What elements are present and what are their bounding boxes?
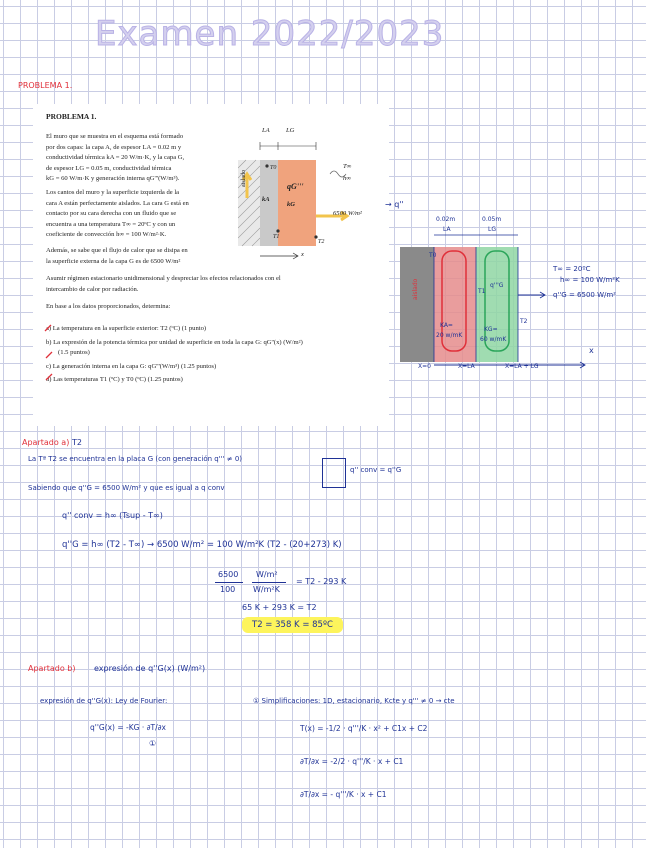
doc-items	[46, 324, 386, 386]
check-marks	[43, 322, 63, 390]
doc-item-b: b) La expresión de la potencia térmica por unidad de superficie en toda la capa G: qG''(x) (W/m²)	[46, 338, 303, 346]
doc-line: Asumir régimen estacionario unidimensional y despreciar los efectos relacionados con el	[46, 275, 281, 282]
fig-label-t1: T1	[273, 234, 280, 240]
hand-sketch	[395, 225, 605, 375]
note-line-8: expresión de q''G(x): Ley de Fourier:	[40, 697, 168, 705]
sketch-kg-val: 60 w/mK	[480, 336, 507, 343]
fig-annotation-q: → q''	[385, 200, 404, 209]
sketch-qg: q'''G	[490, 282, 504, 289]
sketch-x1: X=LA	[458, 363, 475, 370]
fig-label-flux: 6500 W/m²	[333, 210, 362, 217]
fig-label-la: LA	[262, 127, 270, 134]
doc-paragraph-3	[46, 246, 251, 267]
sketch-top-1b: LA	[443, 226, 451, 233]
doc-paragraph-4	[46, 274, 386, 295]
fig-label-qg: qG'''	[287, 182, 304, 191]
fourier-ref: ①	[149, 739, 157, 748]
fig-label-aislado: aislado	[241, 170, 247, 187]
frac-bar-a	[215, 582, 243, 583]
note-line-4: q''G = h∞ (T2 - T∞) → 6500 W/m² = 100 W/m²K (T2 - (20+273) K)	[62, 540, 342, 550]
page-title: Examen 2022/2023	[95, 14, 445, 54]
doc-line: Además, se sabe que el flujo de calor que se disipa en	[46, 247, 188, 254]
fig-label-hinf: h∞	[343, 175, 351, 182]
doc-line: por dos capas: la capa A, de espesor LA = 0.02 m y	[46, 143, 182, 151]
doc-item-b-points: (1.5 puntos)	[58, 349, 90, 356]
frac-den-a: 100	[220, 585, 236, 594]
doc-line: El muro que se muestra en el esquema está formado	[46, 133, 184, 140]
result-highlight: T2 = 358 K = 85ºC	[242, 617, 343, 633]
doc-line: coeficiente de convección h∞ = 100 W/m²·K.	[46, 231, 167, 238]
sketch-ka: KA=	[440, 322, 453, 329]
sketch-t1: T1	[478, 288, 486, 295]
doc-line: intercambio de calor por radiación.	[46, 285, 139, 293]
fig-label-ka: kA	[262, 196, 270, 203]
fig-label-t2: T2	[318, 239, 325, 245]
sketch-annotation-3: q''G = 6500 W/m²	[553, 291, 616, 299]
layer-g-block	[476, 247, 518, 362]
layer-g-rect	[278, 160, 316, 246]
note-line-1: La Tª T2 se encuentra en la placa G (con generación q''' ≠ 0)	[28, 455, 243, 463]
doc-item-a: a) La temperatura en la superficie exterior: T2 (ºC) (1 punto)	[46, 325, 207, 332]
doc-item-d: d) Las temperaturas T1 (ºC) y T0 (ºC) (1.25 puntos)	[46, 376, 183, 383]
doc-line: Los cantos del muro y la superficie izquierda de la	[46, 189, 180, 196]
problem-document	[33, 104, 404, 426]
sketch-x2: X=LA + LG	[505, 363, 539, 370]
frac-num-b: W/m²	[256, 570, 278, 579]
sketch-annotation-1: T∞ = 20ºC	[553, 265, 591, 273]
sketch-ka-val: 20 w/mK	[436, 332, 463, 339]
problem-tag: PROBLEMA 1.	[18, 81, 73, 90]
sketch-kg: KG=	[484, 326, 498, 333]
note-line-3: q'' conv = h∞ (Tsup - T∞)	[62, 511, 163, 520]
section-a-target: T2	[72, 438, 82, 447]
sketch-top-1: 0.02m	[436, 216, 456, 223]
doc-line: la superficie externa de la capa G es de 6500 W/m²	[46, 257, 181, 265]
doc-item-c: c) La generación interna en la capa G: qG'''(W/m³) (1.25 puntos)	[46, 362, 217, 370]
frac-den-b: W/m²K	[253, 585, 280, 594]
derivative-2: ∂T/∂x = - q'''/K · x + C1	[300, 790, 387, 799]
note-line-5: = T2 - 293 K	[296, 577, 347, 586]
doc-paragraph-2	[46, 188, 251, 241]
sketch-annotation-2: h∞ = 100 W/m²K	[560, 276, 620, 284]
fig-label-tinf: T∞	[343, 163, 352, 170]
doc-line: encuentra a una temperatura T∞ = 20ºC y con un	[46, 220, 176, 228]
layer-a-block	[434, 247, 476, 362]
frac-bar-b	[252, 582, 286, 583]
doc-line: conductividad térmica kA = 20 W/m·K, y la capa G,	[46, 154, 185, 161]
wall-figure	[238, 132, 386, 262]
doc-line: cara A están perfectamente aislados. La cara G está en	[46, 199, 189, 207]
fig-label-kg: kG	[287, 201, 296, 208]
frac-num-a: 6500	[218, 570, 239, 579]
fig-label-t0: T0	[270, 165, 277, 171]
derivative-1: ∂T/∂x = -2/2 · q'''/K · x + C1	[300, 757, 404, 766]
box-annotation: q'' conv = q''G	[350, 466, 402, 474]
sketch-x-axis: x	[589, 346, 594, 355]
fourier-equation: q''G(x) = -KG · ∂T/∂x	[90, 723, 166, 732]
section-b-label: Apartado b)	[28, 664, 76, 673]
temperature-profile: T(x) = -1/2 · q'''/K · x² + C1x + C2	[300, 724, 428, 733]
sketch-x0: X=0	[418, 363, 431, 370]
doc-line: de espesor LG = 0.05 m, conductividad térmica	[46, 164, 172, 172]
doc-line: contacto por su cara derecha con un fluido que se	[46, 210, 177, 217]
sketch-aislado: aislado	[412, 278, 419, 300]
insulation-block	[400, 247, 437, 362]
doc-heading: PROBLEMA 1.	[46, 112, 97, 121]
fig-label-lg: LG	[286, 127, 295, 134]
sketch-top-2b: LG	[488, 226, 496, 233]
sketch-t0: T0	[429, 252, 437, 259]
fig-label-x: x	[301, 251, 304, 258]
doc-paragraph-5: En base a los datos proporcionados, determina:	[46, 303, 171, 310]
sketch-t2: T2	[520, 318, 528, 325]
note-line-6: 65 K + 293 K = T2	[242, 603, 317, 612]
doc-paragraph-1	[46, 132, 251, 185]
doc-line: kG = 60 W/m·K y generación interna qG'''(W/m³).	[46, 175, 180, 182]
note-line-2: Sabiendo que q''G = 6500 W/m² y que es igual a q conv	[28, 484, 225, 492]
simplifications: ① Simplificaciones: 1D, estacionario, Kcte y q''' ≠ 0 → cte	[253, 697, 455, 705]
control-volume-box	[322, 458, 346, 488]
section-a-label: Apartado a)	[22, 438, 70, 447]
sketch-top-2: 0.05m	[482, 216, 502, 223]
section-b-target: expresión de q''G(x) (W/m²)	[94, 664, 206, 673]
